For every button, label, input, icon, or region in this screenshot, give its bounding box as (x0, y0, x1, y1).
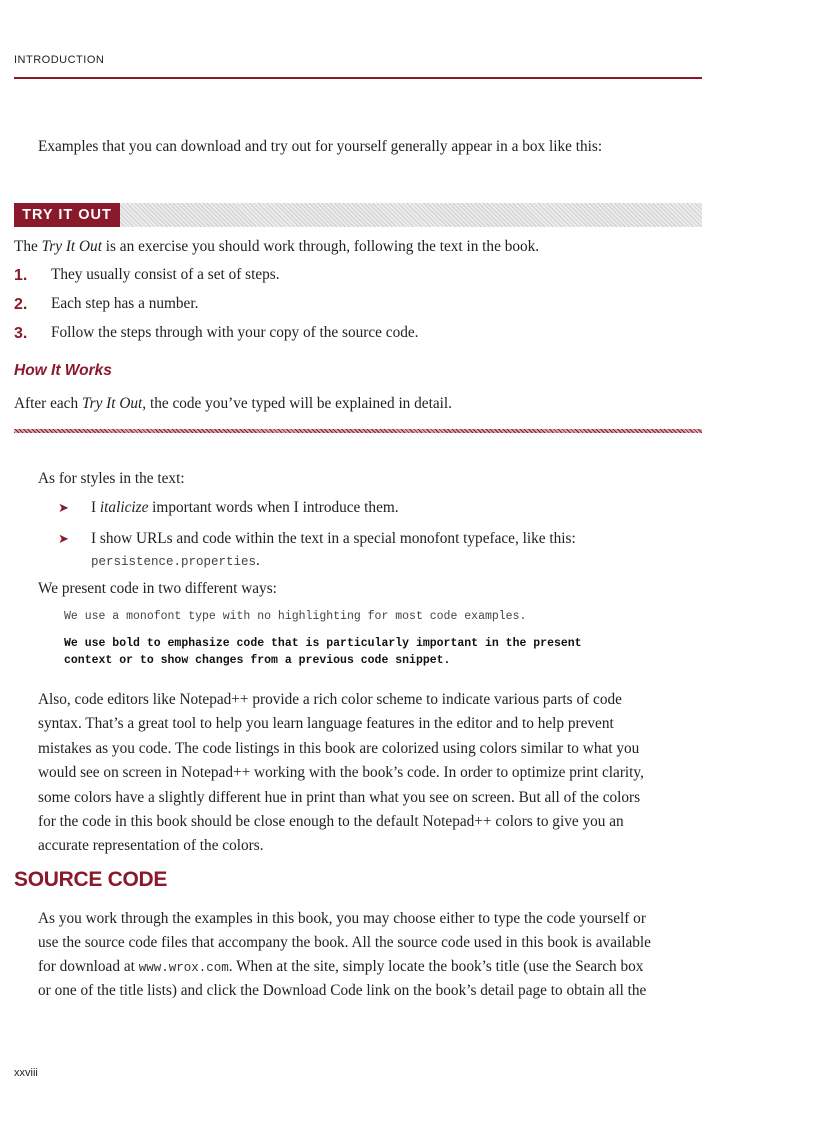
bullet-item: I show URLs and code within the text in a special monofont typeface, like this: (91, 530, 576, 547)
styles-intro: As for styles in the text: (38, 470, 185, 487)
text-run: , the code you’ve typed will be explained in detail. (142, 395, 452, 412)
section-heading: SOURCE CODE (14, 868, 168, 891)
code-ways-intro: We present code in two different ways: (38, 580, 277, 597)
text-run: The (14, 238, 42, 255)
step-number: 3. (14, 325, 28, 342)
editors-line: mistakes as you code. The code listings in this book are colorized using colors similar to what you (38, 740, 640, 757)
editors-line: for the code in this book should be close enough to the default Notepad++ colors to give you an (38, 813, 624, 830)
code-plain-example: We use a monofont type with no highlighting for most code examples. (64, 610, 527, 623)
url-code: www.wrox.com (138, 961, 229, 975)
source-code-line: or one of the title lists) and click the Download Code link on the book’s detail page to obtain all the (38, 982, 647, 999)
bullet-item (91, 496, 399, 521)
bullet-item-code-line (91, 549, 260, 575)
how-it-works-text (14, 392, 452, 417)
step-text: Each step has a number. (51, 295, 199, 312)
bullet-arrow-icon: ➤ (58, 500, 69, 515)
try-it-out-end-rule (14, 429, 702, 433)
text-run: . (256, 552, 260, 569)
bullet-arrow-icon: ➤ (58, 531, 69, 546)
code-bold-example: We use bold to emphasize code that is particularly important in the present (64, 637, 582, 650)
editors-line: accurate representation of the colors. (38, 837, 264, 854)
intro-line: Examples that you can download and try out for yourself generally appear in a box like this: (38, 138, 603, 155)
text-run: is an exercise you should work through, following the text in the book. (101, 238, 540, 255)
source-code-line: As you work through the examples in this book, you may choose either to type the code yourself or (38, 910, 646, 927)
editors-line: Also, code editors like Notepad++ provide a rich color scheme to indicate various parts of code (38, 691, 622, 708)
editors-line: some colors have a slightly different hue in print than what you see on screen. But all of the colors (38, 789, 641, 806)
step-number: 1. (14, 267, 28, 284)
page-number: xxviii (14, 1067, 38, 1079)
code-bold-example: context or to show changes from a previous code snippet. (64, 654, 451, 667)
inline-code: persistence.properties (91, 555, 257, 569)
text-run: . When at the site, simply locate the book’s title (use the Search box (228, 958, 644, 975)
italic-term: Try It Out (41, 238, 102, 255)
header-rule (14, 77, 702, 79)
italic-term: italicize (99, 499, 149, 516)
try-it-out-label: TRY IT OUT (14, 203, 120, 227)
text-run: I (91, 499, 100, 516)
step-number: 2. (14, 296, 28, 313)
text-run: After each (14, 395, 82, 412)
try-it-out-intro (14, 235, 539, 260)
text-run: important words when I introduce them. (148, 499, 399, 516)
running-head: INTRODUCTION (14, 54, 105, 66)
editors-line: would see on screen in Notepad++ working with the book’s code. In order to optimize print clarity, (38, 764, 644, 781)
source-code-line: use the source code files that accompany the book. All the source code used in this book is available (38, 934, 651, 951)
step-text: Follow the steps through with your copy of the source code. (51, 324, 419, 341)
editors-line: syntax. That’s a great tool to help you learn language features in the editor and to help prevent (38, 715, 614, 732)
italic-term: Try It Out (81, 395, 143, 412)
source-code-line (38, 955, 643, 981)
step-text: They usually consist of a set of steps. (51, 266, 280, 283)
how-it-works-heading: How It Works (14, 362, 112, 379)
text-run: for download at (38, 958, 139, 975)
